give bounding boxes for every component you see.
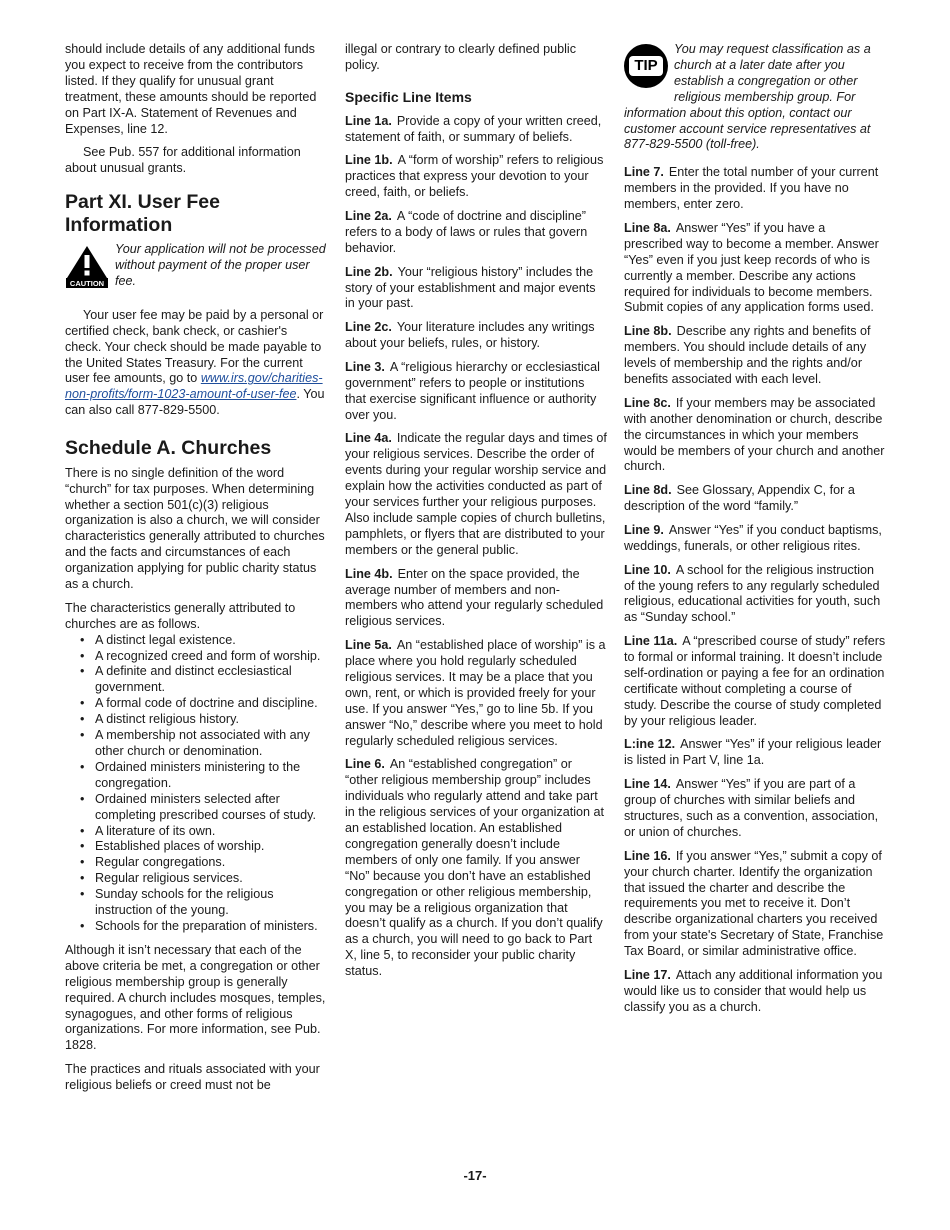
line-label: Line 4b. [345,566,393,581]
paragraph-although: Although it isn’t necessary that each of the above criteria be met, a congregation or other religious membership group is generally required. A church includes mosques, temples, synagogues, and other forms of religious organizations. For more information, see Pub. 1828. [65,942,326,1053]
caution-label: CAUTION [69,279,105,289]
tip-label: TIP [629,56,663,76]
line-label: Line 7. [624,165,664,180]
line-text: Answer “Yes” if you are part of a group of churches with similar beliefs and structures, such as a convention, association, or union of churches. [624,777,879,839]
line-item [624,165,887,213]
paragraph-continuation: illegal or contrary to clearly defined public policy. [345,42,577,72]
line-label: Line 17. [624,967,671,982]
paragraph-user-fee [65,308,327,419]
line-label: Line 2c. [345,320,392,335]
line-item [345,431,607,558]
line-text: Indicate the regular days and times of your religious services. Describe the order of events during your regular worship service and explain how the activities conducted as part of your services further your religious purposes. Also include sample copies of church bulletins, pamphlets, or flyers that are distributed to your members or the general public. [345,431,607,557]
line-item [345,153,607,201]
line-item [624,523,887,555]
line-item [624,849,887,960]
list-item: • Schools for the preparation of ministers. [80,919,327,935]
line-item [624,396,887,476]
list-item: • A distinct legal existence. [80,633,327,649]
line-label: Line 6. [345,757,385,772]
paragraph-practices: The practices and rituals associated with your religious beliefs or creed must not be [65,1062,320,1093]
caution-note [65,242,327,300]
line-item [624,563,887,627]
line-text: Answer “Yes” if your religious leader is listed in Part V, line 1a. [624,737,882,768]
tip-icon [624,44,670,88]
paragraph-no-definition: There is no single definition of the word “church” for tax purposes. When determining whether a section 501(c)(3) religious organization is also a church, we will consider characteristics generally attributed to churches and the facts and circumstances of each organization applying for public charity status as a church. [65,465,325,592]
line-text: Answer “Yes” if you conduct baptisms, weddings, funerals, or other religious rites. [624,522,882,553]
user-fee-link[interactable]: www.irs.gov/charities-non-profits/form-1023-amount-of-user-fee [65,371,323,402]
line-label: Line 8a. [624,220,671,235]
heading-part-xi: Part XI. User Fee Information [65,191,220,236]
line-text: Provide a copy of your written creed, statement of faith, or summary of beliefs. [345,113,602,144]
line-label: Line 8b. [624,324,672,339]
line-label: Line 2b. [345,264,393,279]
line-text: Enter the total number of your current members in the provided. If you have no members, enter zero. [624,165,879,212]
paragraph-continuation: should include details of any additional funds you expect to receive from the contributors listed. If they qualify for unusual grant treatment, these amounts should be reported on Part IX-A. Statement of Revenues and Expenses, line 12. [65,42,317,136]
line-label: Line 10. [624,562,671,577]
line-label: Line 4a. [345,431,392,446]
line-text: Attach any additional information you would like us to consider that would help us classify you as a church. [624,967,883,1014]
caution-text: Your application will not be processed without payment of the proper user fee. [115,242,326,288]
page-number: -17- [463,1168,487,1183]
line-text: Enter on the space provided, the average number of members and non-members who attend your regularly scheduled religious services. [345,566,604,629]
line-text: If your members may be associated with another denomination or church, describe the circumstances in which your members would be members of your church and another church. [624,395,885,474]
fee-text-1: Your user fee may be paid by a personal or certified check, bank check, or cashier's check. Your check should be made payable to the United States Treasury. For the current user fee amounts, go to [65,307,324,386]
line-item [624,483,887,515]
list-item: • A membership not associated with any other church or denomination. [80,728,327,760]
line-text: If you answer “Yes,” submit a copy of your church charter. Identify the organization that issued the charter and describe the requirements you met to receive it. Don’t describe organizational charters you received from your state's Secretary of State, Franchise Tax Board, or similar administrative office. [624,848,884,959]
list-item: • Ordained ministers selected after completing prescribed courses of study. [80,792,327,824]
list-item: • A distinct religious history. [80,712,327,728]
line-label: Line 1b. [345,153,393,168]
line-label: Line 5a. [345,638,392,653]
heading-specific-line-items: Specific Line Items [345,88,472,105]
tip-text: You may request classification as a church at a later date after you establish a congregation or other religious membership group. For information about this option, contact our customer account service representatives at 877-829-5500 (toll-free). [624,42,871,152]
line-item [345,209,607,257]
line-text: Your “religious history” includes the story of your establishment and major events in your past. [345,264,596,311]
line-item [624,324,887,388]
column-1 [65,42,327,1102]
characteristics-list [65,633,327,935]
list-item: • A recognized creed and form of worship. [80,649,327,665]
line-item [345,638,607,749]
line-label: Line 16. [624,848,671,863]
line-item [345,114,607,146]
line-label: Line 14. [624,777,671,792]
line-item [624,968,887,1016]
column-3 [624,42,887,1024]
line-text: A “code of doctrine and discipline” refers to a body of laws or rules that govern behavior. [345,209,588,255]
tip-note [624,42,887,153]
line-item [624,777,887,841]
paragraph-pub557: See Pub. 557 for additional information about unusual grants. [65,145,301,176]
line-item [345,360,607,424]
list-item: • Regular congregations. [80,855,327,871]
line-text: A school for the religious instruction of the young refers to any regularly scheduled religious, educational activities for youth, such as “Sunday school.” [624,562,881,625]
list-item: • Ordained ministers ministering to the congregation. [80,760,327,792]
column-2 [345,42,607,988]
line-label: Line 9. [624,522,664,537]
line-label: Line 2a. [345,209,392,224]
line-text: A “form of worship” refers to religious practices that express your devotion to your creed, faith, or beliefs. [345,153,604,200]
line-item [345,757,607,980]
line-text: An “established place of worship” is a place where you hold regularly scheduled religious services. It may be a place that you own, rent, or which is provided freely for your use. If you answer “Yes,” go to line 5b. If you answer “No,” describe where you meet to hold regularly scheduled religious services. [345,638,606,748]
fee-text-2: . You can also call 877-829-5500. [65,387,325,418]
line-text: A “prescribed course of study” refers to formal or informal training. It doesn’t include self-ordination or paying a fee for an ordination certificate without completing a course of study. Describe the course of study completed by your religious leader. [624,634,886,728]
line-item [345,320,607,352]
list-item: • A definite and distinct ecclesiastical government. [80,664,327,696]
line-item [345,567,607,631]
line-text: See Glossary, Appendix C, for a description of the word “family.” [624,483,855,514]
caution-icon [65,244,109,288]
heading-schedule-a: Schedule A. Churches [65,437,272,460]
line-label: L:ine 12. [624,737,676,752]
list-item: • Regular religious services. [80,871,327,887]
line-item [624,221,887,316]
line-text: Describe any rights and benefits of members. You should include details of any levels of membership and the rights and/or benefits associated with each level. [624,324,871,386]
line-label: Line 8d. [624,483,672,498]
list-item: • A formal code of doctrine and discipline. [80,696,327,712]
line-text: An “established congregation” or “other religious membership group” includes individuals who regularly attend and take part in the religious services of your organization at an established location. An established congregation generally doesn’t include members of only one family. If you answer “No” because you don’t have an established congregation or other religious membership, you may be a religious organization that doesn’t qualify as a church. If you don’t qualify as a church, you will need to go back to Part X, line 5, to reconsider your public charity status. [345,757,605,979]
line-label: Line 3. [345,359,385,374]
line-text: Answer “Yes” if you have a prescribed way to become a member. Answer “Yes” even if you just keep records of who is currently a member. Describe any actions required for individuals to become members. Submit copies of any application forms used. [624,220,879,315]
line-text: A “religious hierarchy or ecclesiastical government” refers to people or institutions that exercise significant influence or authority over you. [345,359,600,422]
list-item: • Sunday schools for the religious instruction of the young. [80,887,327,919]
line-item [624,634,887,729]
line-text: Your literature includes any writings about your beliefs, rules, or history. [345,320,595,351]
line-label: Line 11a. [624,634,678,649]
paragraph-characteristics: The characteristics generally attributed to churches are as follows. [65,600,296,631]
line-item [345,265,607,313]
list-item: • A literature of its own. [80,824,327,840]
line-label: Line 8c. [624,395,671,410]
line-item [624,737,887,769]
list-item: • Established places of worship. [80,839,327,855]
line-label: Line 1a. [345,113,392,128]
